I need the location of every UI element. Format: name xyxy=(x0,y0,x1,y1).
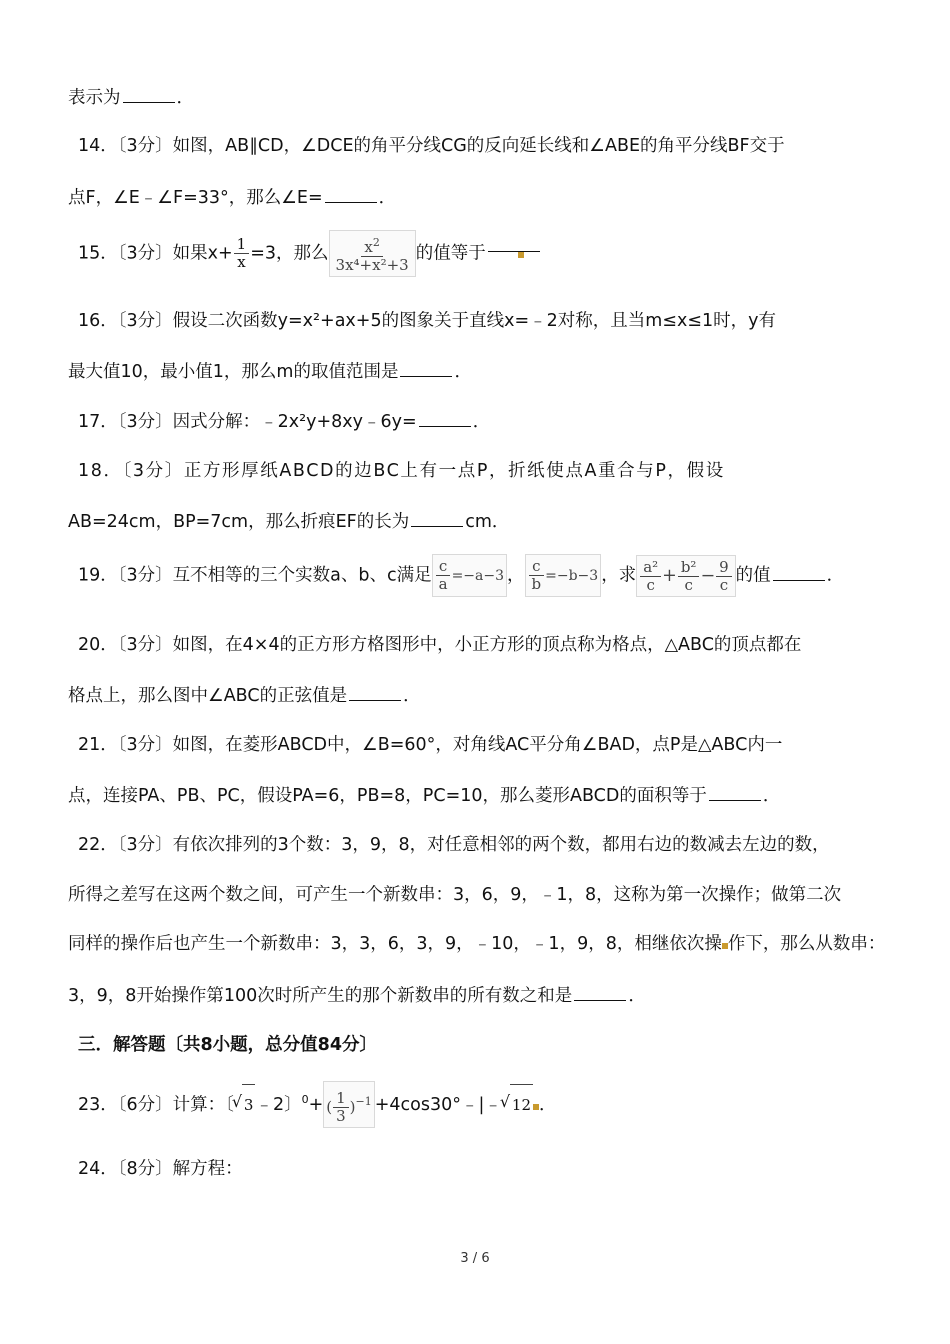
answer-blank xyxy=(123,84,175,103)
answer-blank xyxy=(574,982,626,1001)
question-24: 24．〔8分〕解方程： xyxy=(78,1159,243,1179)
question-22-line-4: 3，9，8开始操作第100次时所产生的那个新数串的所有数之和是 ． xyxy=(68,982,646,1009)
answer-blank xyxy=(411,508,463,527)
question-15: 15．〔3分〕如果x+ $\frac{1}{x}$ =3，那么 $\frac{x^2}{\text{3x⁴+x²+3}}$ 的值等于 xyxy=(78,230,542,277)
question-14-line-1: 14．〔3分〕如图，AB∥CD，∠DCE的角平分线CG的反向延长线和∠ABE的角平分线BF交于 xyxy=(78,136,785,156)
answer-blank xyxy=(709,782,761,801)
line-13-tail: 表示为 ． xyxy=(68,84,194,111)
question-21-line-2: 点，连接PA、PB、PC，假设PA=6，PB=8，PC=10，那么菱形ABCD的面积等于 ． xyxy=(68,782,780,809)
question-16-line-1: 16．〔3分〕假设二次函数y=x²+ax+5的图象关于直线x=﹣2对称，且当m≤x≤1时，y有 xyxy=(78,311,776,331)
question-23: 23．〔6分〕计算：〔√ 3 ﹣2〕$^0$+ ( $\frac{1}{3}$ )$^{-1}$ +4cos30°﹣|﹣√ 12 ． xyxy=(78,1080,557,1128)
question-17: 17．〔3分〕因式分解：﹣2x²y+8xy﹣6y= ． xyxy=(78,408,490,435)
answer-blank xyxy=(325,184,377,203)
answer-blank xyxy=(349,682,401,701)
question-18-line-1: 18．〔3分〕正方形厚纸ABCD的边BC上有一点P，折纸使点A重合与P，假设 xyxy=(78,461,725,481)
question-14-line-2: 点F，∠E﹣∠F=33°，那么∠E= ． xyxy=(68,184,396,211)
formula-image-c-over-a: $\frac{c}{a}$ =−a−3 xyxy=(432,554,507,597)
answer-blank xyxy=(400,358,452,377)
answer-blank xyxy=(488,233,540,252)
question-22-line-1: 22．〔3分〕有依次排列的3个数：3，9，8，对任意相邻的两个数，都用右边的数减去左边的数， xyxy=(78,835,830,855)
question-22-line-2: 所得之差写在这两个数之间，可产生一个新数串：3，6，9，﹣1，8，这称为第一次操作；做第二次 xyxy=(68,885,842,905)
question-18-line-2: AB=24cm，BP=7cm，那么折痕EF的长为 cm． xyxy=(68,508,509,535)
fraction-1-over-x: $\frac{1}{x}$ xyxy=(234,236,250,271)
question-20-line-1: 20．〔3分〕如图，在4×4的正方形方格图形中，小正方形的顶点称为格点，△ABC的顶点都在 xyxy=(78,635,802,655)
formula-image-c-over-b: $\frac{c}{b}$ =−b−3 xyxy=(525,554,602,597)
answer-blank xyxy=(773,562,825,581)
formula-image-sum: $\frac{\text{a²}}{c}$ + $\frac{\text{b²}}{c}$ − $\frac{9}{c}$ xyxy=(636,555,735,597)
section-heading: 三．解答题〔共8小题，总分值84分〕 xyxy=(78,1035,378,1055)
question-16-line-2: 最大值10，最小值1，那么m的取值范围是 ． xyxy=(68,358,472,385)
question-19: 19．〔3分〕互不相等的三个实数a、b、c满足 $\frac{c}{a}$ =−a−3 ， $\frac{c}{b}$ =−b−3 ，求 $\frac{\text{a²}}{c}$ + $\frac{\text{b²}}{c}$ − $\frac{9}{c}$ 的值 ． xyxy=(78,554,844,597)
question-21-line-1: 21．〔3分〕如图，在菱形ABCD中，∠B=60°，对角线AC平分角∠BAD，点P是△ABC内一 xyxy=(78,735,783,755)
sqrt-12: √ 12 xyxy=(510,1084,533,1125)
page-number: 3 / 6 xyxy=(460,1251,490,1266)
formula-image-third-power: ( $\frac{1}{3}$ )$^{-1}$ xyxy=(323,1081,374,1128)
question-22-line-3: 同样的操作后也产生一个新数串：3，3，6，3，9，﹣10，﹣1，9，8，相继依次操 作下，那么从数串： xyxy=(68,934,886,954)
sqrt-3: √ 3 xyxy=(242,1084,256,1125)
formula-image-15: $\frac{x^2}{\text{3x⁴+x²+3}}$ xyxy=(329,230,416,277)
answer-blank xyxy=(419,408,471,427)
question-20-line-2: 格点上，那么图中∠ABC的正弦值是 ． xyxy=(68,682,421,709)
